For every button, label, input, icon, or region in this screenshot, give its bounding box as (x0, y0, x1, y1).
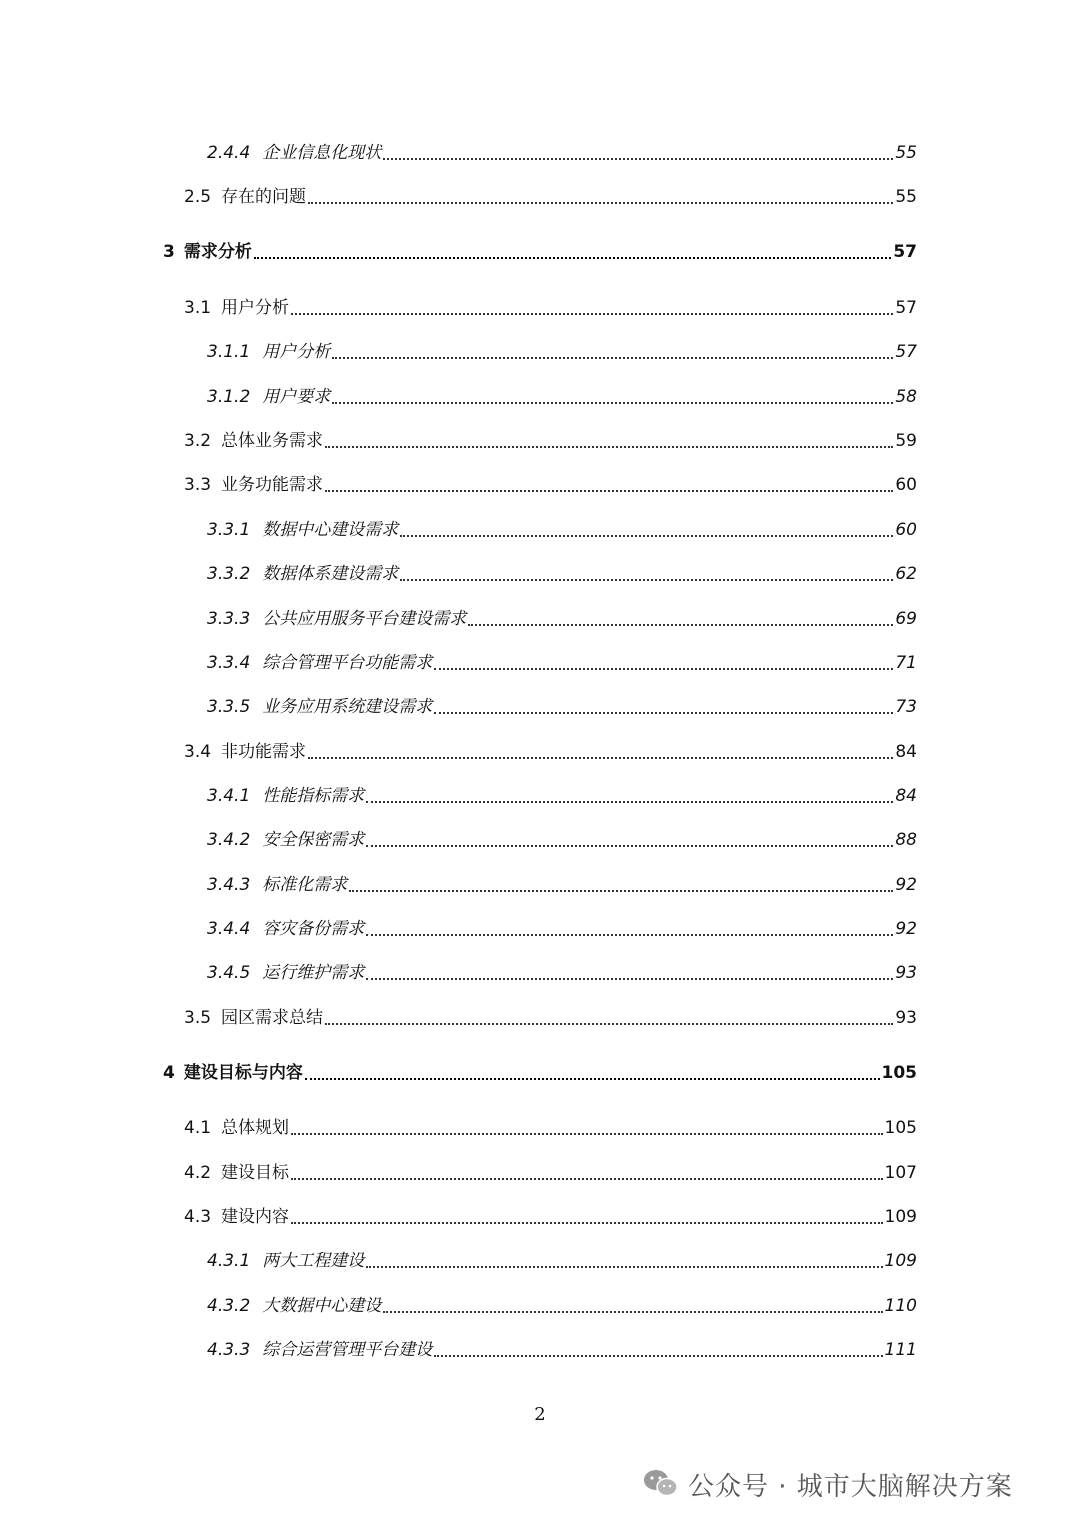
toc-title: 用户要求 (262, 387, 331, 407)
toc-number: 3.4.2 (207, 830, 251, 850)
toc-title: 企业信息化现状 (262, 143, 382, 163)
toc-title: 总体业务需求 (221, 431, 324, 451)
toc-number: 3.3.1 (207, 520, 251, 540)
toc-entry[interactable] (207, 872, 917, 898)
toc-page: 57 (895, 342, 917, 362)
toc-title: 园区需求总结 (221, 1008, 324, 1028)
toc-number: 2.4.4 (207, 143, 251, 163)
toc-entry[interactable] (207, 517, 917, 543)
toc-page: 84 (895, 786, 917, 806)
toc-entry[interactable] (184, 1115, 917, 1141)
dot-leader (325, 490, 893, 492)
toc-number: 3.4.5 (207, 963, 251, 983)
dot-leader (291, 1133, 883, 1135)
toc-title: 公共应用服务平台建设需求 (262, 609, 467, 629)
toc-entry[interactable] (184, 1160, 917, 1186)
dot-leader (434, 1355, 882, 1357)
dot-leader (308, 202, 893, 204)
toc-number: 4.3.3 (207, 1340, 251, 1360)
wechat-icon (642, 1468, 680, 1500)
dot-leader (325, 446, 893, 448)
toc-title: 总体规划 (221, 1118, 290, 1138)
toc-title: 非功能需求 (221, 742, 307, 762)
toc-number: 3.2 (184, 431, 212, 451)
toc-entry[interactable] (207, 827, 917, 853)
toc-title: 性能指标需求 (262, 786, 365, 806)
toc-number: 3.5 (184, 1008, 212, 1028)
toc-entry[interactable] (207, 960, 917, 986)
toc-entry[interactable] (207, 1248, 917, 1274)
toc-number: 3.4 (184, 742, 212, 762)
dot-leader (366, 845, 893, 847)
toc-entry[interactable] (207, 783, 917, 809)
toc-number: 3.1 (184, 298, 212, 318)
toc-number: 3.4.1 (207, 786, 251, 806)
toc-page: 107 (884, 1163, 917, 1183)
dot-leader (400, 535, 893, 537)
toc-title: 建设内容 (221, 1207, 290, 1227)
toc-entry[interactable] (207, 561, 917, 587)
toc-title: 业务功能需求 (221, 475, 324, 495)
toc-number: 4.3 (184, 1207, 212, 1227)
dot-leader (468, 624, 893, 626)
toc-page: 62 (895, 564, 917, 584)
toc-title: 业务应用系统建设需求 (262, 697, 433, 717)
toc-page: 105 (881, 1063, 917, 1083)
dot-leader (305, 1078, 880, 1080)
dot-leader (291, 1178, 883, 1180)
watermark-text: 公众号 · 城市大脑解决方案 (688, 1471, 1013, 1502)
toc-page: 88 (895, 830, 917, 850)
dot-leader (400, 579, 893, 581)
toc-page: 60 (895, 475, 917, 495)
dot-leader (308, 757, 893, 759)
toc-page: 59 (895, 431, 917, 451)
toc-title: 数据体系建设需求 (262, 564, 399, 584)
toc-page: 105 (884, 1118, 917, 1138)
dot-leader (291, 1222, 883, 1224)
toc-page: 110 (884, 1296, 917, 1316)
dot-leader (366, 801, 893, 803)
toc-page: 60 (895, 520, 917, 540)
dot-leader (332, 402, 893, 404)
toc-entry[interactable] (207, 1337, 917, 1363)
toc-page: 93 (895, 963, 917, 983)
toc-page: 93 (895, 1008, 917, 1028)
toc-page: 109 (884, 1207, 917, 1227)
dot-leader (366, 978, 893, 980)
toc-page: 92 (895, 875, 917, 895)
toc-number: 3.1.2 (207, 387, 251, 407)
toc-page: 111 (884, 1340, 917, 1360)
toc-page: 84 (895, 742, 917, 762)
toc-page: 55 (895, 143, 917, 163)
toc-entry[interactable] (207, 339, 917, 365)
toc-entry[interactable] (207, 694, 917, 720)
page-number: 2 (534, 1404, 546, 1425)
toc-entry[interactable] (207, 650, 917, 676)
toc-entry[interactable] (207, 384, 917, 410)
toc-page: 92 (895, 919, 917, 939)
dot-leader (434, 712, 893, 714)
toc-title: 建设目标与内容 (183, 1063, 303, 1083)
toc-title: 建设目标 (221, 1163, 290, 1183)
toc-entry[interactable] (184, 1005, 917, 1031)
toc-title: 标准化需求 (262, 875, 348, 895)
toc-entry[interactable] (184, 739, 917, 765)
toc-entry[interactable] (207, 1293, 917, 1319)
dot-leader (383, 1311, 882, 1313)
toc-number: 3 (163, 242, 175, 262)
toc-number: 4.3.2 (207, 1296, 251, 1316)
toc-entry[interactable] (207, 140, 917, 166)
toc-entry[interactable] (184, 295, 917, 321)
toc-number: 3.3.5 (207, 697, 251, 717)
toc-title: 综合管理平台功能需求 (262, 653, 433, 673)
toc-title: 需求分析 (183, 242, 252, 262)
toc-page: 71 (895, 653, 917, 673)
toc-entry[interactable] (184, 184, 917, 210)
toc-title: 用户分析 (262, 342, 331, 362)
toc-entry[interactable] (163, 1060, 917, 1086)
toc-title: 运行维护需求 (262, 963, 365, 983)
toc-number: 3.3.4 (207, 653, 251, 673)
toc-page: 69 (895, 609, 917, 629)
toc-title: 存在的问题 (221, 187, 307, 207)
toc-entry[interactable] (163, 239, 917, 265)
dot-leader (383, 158, 893, 160)
dot-leader (254, 257, 891, 259)
dot-leader (366, 934, 893, 936)
toc-number: 3.1.1 (207, 342, 251, 362)
toc-number: 3.3 (184, 475, 212, 495)
toc-number: 3.3.2 (207, 564, 251, 584)
toc-number: 3.3.3 (207, 609, 251, 629)
dot-leader (434, 668, 893, 670)
toc-entry[interactable] (207, 916, 917, 942)
toc-title: 用户分析 (221, 298, 290, 318)
toc-title: 数据中心建设需求 (262, 520, 399, 540)
toc-page: 58 (895, 387, 917, 407)
toc-title: 容灾备份需求 (262, 919, 365, 939)
dot-leader (366, 1266, 882, 1268)
toc-entry[interactable] (184, 1204, 917, 1230)
toc-number: 4.2 (184, 1163, 212, 1183)
toc-page: 57 (893, 242, 917, 262)
toc-title: 大数据中心建设 (262, 1296, 382, 1316)
dot-leader (325, 1023, 893, 1025)
toc-page: 55 (895, 187, 917, 207)
toc-title: 两大工程建设 (262, 1251, 365, 1271)
toc-title: 综合运营管理平台建设 (262, 1340, 433, 1360)
toc-number: 3.4.4 (207, 919, 251, 939)
toc-entry[interactable] (184, 472, 917, 498)
toc-number: 4.1 (184, 1118, 212, 1138)
watermark (642, 1466, 1013, 1502)
dot-leader (291, 313, 893, 315)
dot-leader (349, 890, 893, 892)
toc-number: 2.5 (184, 187, 212, 207)
toc-number: 3.4.3 (207, 875, 251, 895)
toc-number: 4 (163, 1063, 175, 1083)
toc-number: 4.3.1 (207, 1251, 251, 1271)
toc-title: 安全保密需求 (262, 830, 365, 850)
toc-entry[interactable] (184, 428, 917, 454)
toc-page: 109 (884, 1251, 917, 1271)
toc-entry[interactable] (207, 606, 917, 632)
dot-leader (332, 357, 893, 359)
toc-page: 73 (895, 697, 917, 717)
toc-page: 57 (895, 298, 917, 318)
